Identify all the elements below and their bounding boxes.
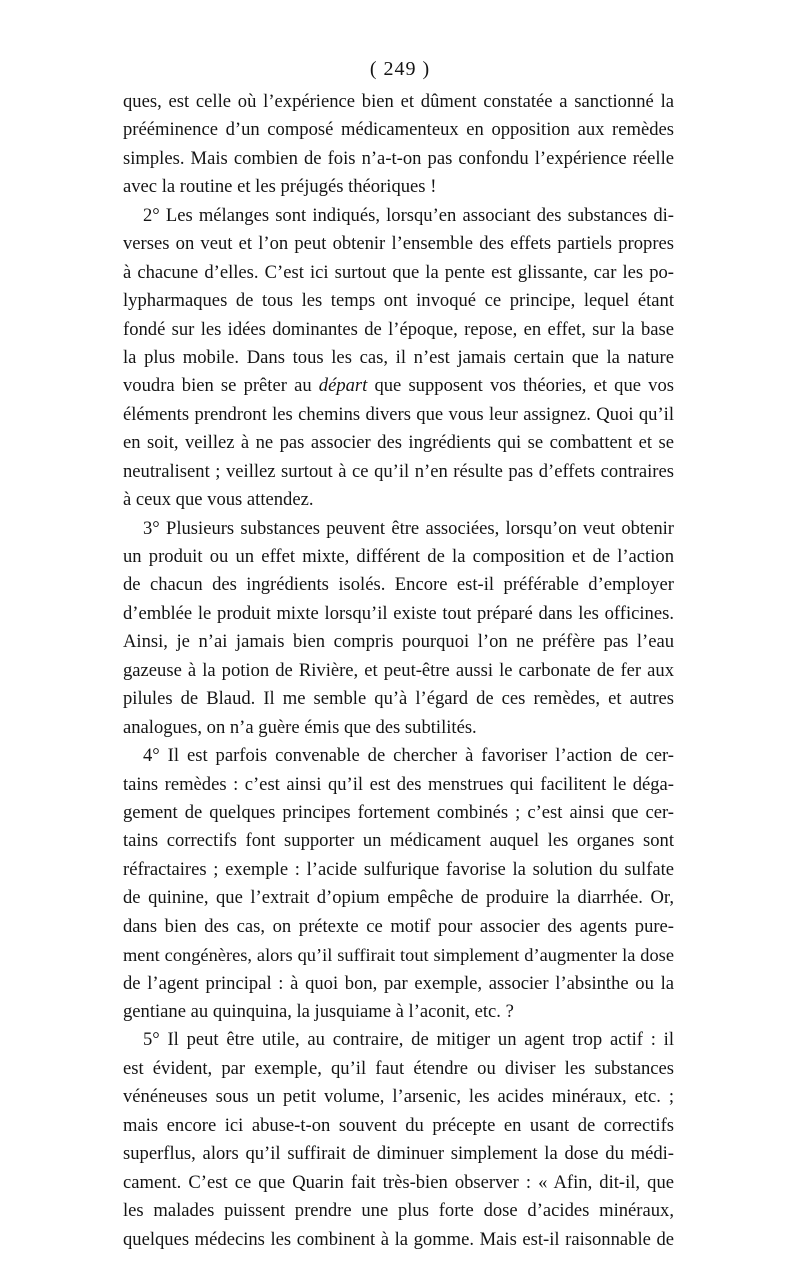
text-line: Ainsi, je n’ai jamais bien compris pourquoi l’on ne préfère pas l’eau xyxy=(123,631,674,653)
text-line: réfractaires ; exemple : l’acide sulfurique favorise la solution du sulfate xyxy=(123,858,674,880)
text-line: voudra bien se prêter au départ que supposent vos théories, et que vos xyxy=(123,375,674,397)
text-line: en soit, veillez à ne pas associer des ingrédients qui se combattent et se xyxy=(123,432,674,454)
text-line: dans bien des cas, on prétexte ce motif pour associer des agents pure- xyxy=(123,915,674,937)
text-line: est évident, par exemple, qu’il faut étendre ou diviser les substances xyxy=(123,1057,674,1079)
text-line: 4° Il est parfois convenable de chercher à favoriser l’action de cer- xyxy=(143,745,674,767)
text-line: de quinine, que l’extrait d’opium empêche de produire la diarrhée. Or, xyxy=(123,887,674,909)
text-line: de l’agent principal : à quoi bon, par exemple, associer l’absinthe ou la xyxy=(123,972,674,994)
text-line: éléments prendront les chemins divers que vous leur assignez. Quoi qu’il xyxy=(123,403,674,425)
text-line: 2° Les mélanges sont indiqués, lorsqu’en associant des substances di- xyxy=(143,204,674,226)
text-line: cament. C’est ce que Quarin fait très-bien observer : « Afin, dit-il, que xyxy=(123,1171,674,1193)
text-line: ment congénères, alors qu’il suffirait tout simplement d’augmenter la dose xyxy=(123,945,674,966)
text-line: simples. Mais combien de fois n’a-t-on pas confondu l’expérience réelle xyxy=(123,147,674,169)
text-line: prééminence d’un composé médicamenteux en opposition aux remèdes xyxy=(123,119,674,141)
text-line: tains remèdes : c’est ainsi qu’il est des menstrues qui facilitent le déga- xyxy=(123,773,674,795)
text-line: d’emblée le produit mixte lorsqu’il existe tout préparé dans les officines. xyxy=(123,602,674,624)
text-line: gentiane au quinquina, la jusquiame à l’aconit, etc. ? xyxy=(123,1001,514,1022)
text-line: la plus mobile. Dans tous les cas, il n’est jamais certain que la nature xyxy=(123,346,674,368)
page-number: ( 249 ) xyxy=(369,58,431,80)
text-line: les malades puissent prendre une plus forte dose d’acides minéraux, xyxy=(123,1200,674,1222)
text-line: avec la routine et les préjugés théoriques ! xyxy=(123,176,437,198)
text-line: gement de quelques principes fortement combinés ; c’est ainsi que cer- xyxy=(123,801,674,823)
text-line: à ceux que vous attendez. xyxy=(123,489,314,511)
italic-word: départ xyxy=(318,375,368,397)
text-line: fondé sur les idées dominantes de l’époque, repose, en effet, sur la base xyxy=(123,318,674,340)
text-line: analogues, on n’a guère émis que des subtilités. xyxy=(123,716,477,738)
text-line: gazeuse à la potion de Rivière, et peut-être aussi le carbonate de fer aux xyxy=(123,659,674,681)
text-line: un produit ou un effet mixte, différent de la composition et de l’action xyxy=(123,546,674,567)
body-text xyxy=(123,88,674,1254)
text-line: 5° Il peut être utile, au contraire, de mitiger un agent trop actif : il xyxy=(143,1029,674,1051)
text-line: verses on veut et l’on peut obtenir l’ensemble des effets partiels propres xyxy=(123,233,674,255)
text-line: ques, est celle où l’expérience bien et dûment constatée a sanctionné la xyxy=(123,91,674,112)
text-line: de chacun des ingrédients isolés. Encore est-il préférable d’employer xyxy=(123,574,674,596)
text-line: superflus, alors qu’il suffirait de diminuer simplement la dose du médi- xyxy=(123,1143,674,1165)
text-line: à chacune d’elles. C’est ici surtout que la pente est glissante, car les po- xyxy=(123,261,674,283)
text-line: mais encore ici abuse-t-on souvent du précepte en usant de correctifs xyxy=(123,1114,674,1136)
text-line: vénéneuses sous un petit volume, l’arsenic, les acides minéraux, etc. ; xyxy=(123,1086,674,1108)
text-line: quelques médecins les combinent à la gomme. Mais est-il raisonnable de xyxy=(123,1228,674,1250)
text-line: lypharmaques de tous les temps ont invoqué ce principe, lequel étant xyxy=(123,290,674,312)
text-line: pilules de Blaud. Il me semble qu’à l’égard de ces remèdes, et autres xyxy=(123,688,674,710)
text-line: neutralisent ; veillez surtout à ce qu’il n’en résulte pas d’effets contraires xyxy=(123,460,674,482)
text-line: 3° Plusieurs substances peuvent être associées, lorsqu’on veut obtenir xyxy=(143,517,674,539)
text-line: tains correctifs font supporter un médicament auquel les organes sont xyxy=(123,830,674,852)
